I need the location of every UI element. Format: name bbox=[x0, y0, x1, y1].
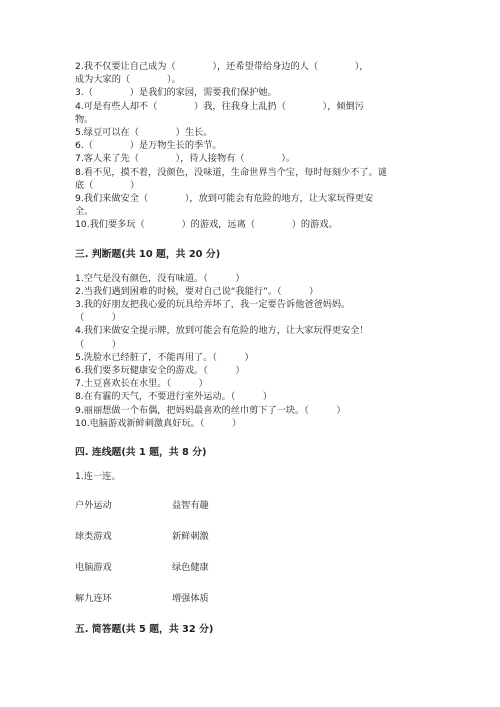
fill-line: 成为大家的（ ）。 bbox=[75, 74, 181, 86]
fill-line: 底（ ） bbox=[75, 179, 140, 191]
fill-line: 4.可是有些人却不（ ）我，往我身上乱扔（ ），倾倒污 bbox=[75, 100, 364, 112]
judge-line: 1.空气是没有颜色，没有味道。（ ） bbox=[75, 272, 245, 284]
judge-line: 7.土豆喜欢长在水里。（ ） bbox=[75, 378, 208, 390]
matching-left-item: 电脑游戏 bbox=[75, 562, 112, 574]
matching-right-item: 新鲜刺激 bbox=[172, 531, 209, 543]
section-5-heading: 五. 简答题(共 5 题，共 32 分) bbox=[75, 624, 214, 636]
judge-line: 9.丽丽想做一个布偶，把妈妈最喜欢的丝巾剪下了一块。（ ） bbox=[75, 404, 346, 416]
matching-left-item: 解九连环 bbox=[75, 593, 112, 605]
matching-right-item: 增强体质 bbox=[172, 593, 209, 605]
matching-row bbox=[75, 530, 435, 543]
section-4-heading: 四. 连线题(共 1 题，共 8 分) bbox=[75, 447, 207, 459]
fill-line: 8.看不见，摸不着，没颜色，没味道，生命世界当个宝，每时每刻少不了。谜 bbox=[75, 166, 387, 178]
judge-line: 10.电脑游戏新鲜刺激真好玩。（ ） bbox=[75, 417, 242, 429]
matching-left-item: 球类游戏 bbox=[75, 531, 112, 543]
matching-intro: 1.连一连。 bbox=[75, 471, 121, 483]
fill-line: 9.我们来做安全（ ），放到可能会有危险的地方，让大家玩得更安 bbox=[75, 193, 374, 205]
judge-line: 2.当我们遇到困难的时候，要对自己说“我能行”。（ ） bbox=[75, 285, 319, 297]
matching-row bbox=[75, 561, 435, 574]
fill-line: 2.我不仅要让自己成为（ ），还希望带给身边的人（ ）， bbox=[75, 61, 369, 72]
judge-line: 6.我们要多玩健康安全的游戏。（ ） bbox=[75, 365, 245, 377]
fill-line: 物。 bbox=[75, 113, 94, 125]
matching-right-item: 益智有趣 bbox=[172, 500, 209, 512]
judge-line: 3.我的好朋友把我心爱的玩具给弄坏了，我一定要告诉他爸爸妈妈。 bbox=[75, 299, 351, 311]
judge-line: 4.我们来做安全提示牌，放到可能会有危险的地方，让大家玩得更安全！ bbox=[75, 325, 369, 337]
judge-line: （ ） bbox=[75, 338, 121, 350]
matching-left-item: 户外运动 bbox=[75, 500, 112, 512]
true-false-section bbox=[75, 272, 435, 430]
section-3-heading: 三. 判断题(共 10 题，共 20 分) bbox=[75, 248, 221, 260]
worksheet-content bbox=[75, 60, 435, 647]
matching-row bbox=[75, 592, 435, 605]
fill-line: 6.（ ）是万物生长的季节。 bbox=[75, 140, 222, 152]
matching-section bbox=[75, 499, 435, 605]
judge-line: 8.在有霾的天气，不要进行室外运动。（ ） bbox=[75, 391, 273, 403]
fill-line: 5.绿豆可以在（ ）生长。 bbox=[75, 127, 213, 139]
judge-line: （ ） bbox=[75, 312, 121, 324]
fill-line: 3.（ ）是我们的家园，需要我们保护她。 bbox=[75, 87, 277, 99]
fill-line: 7.客人来了先（ ），待人接物有（ ）。 bbox=[75, 153, 296, 165]
matching-right-item: 绿色健康 bbox=[172, 562, 209, 574]
matching-row bbox=[75, 499, 435, 512]
fill-line: 10.我们要多玩（ ）的游戏，远离（ ）的游戏。 bbox=[75, 219, 338, 231]
judge-line: 5.洗脸水已经脏了，不能再用了。（ ） bbox=[75, 351, 254, 363]
fill-line: 全。 bbox=[75, 206, 94, 218]
fill-in-section bbox=[75, 60, 435, 232]
